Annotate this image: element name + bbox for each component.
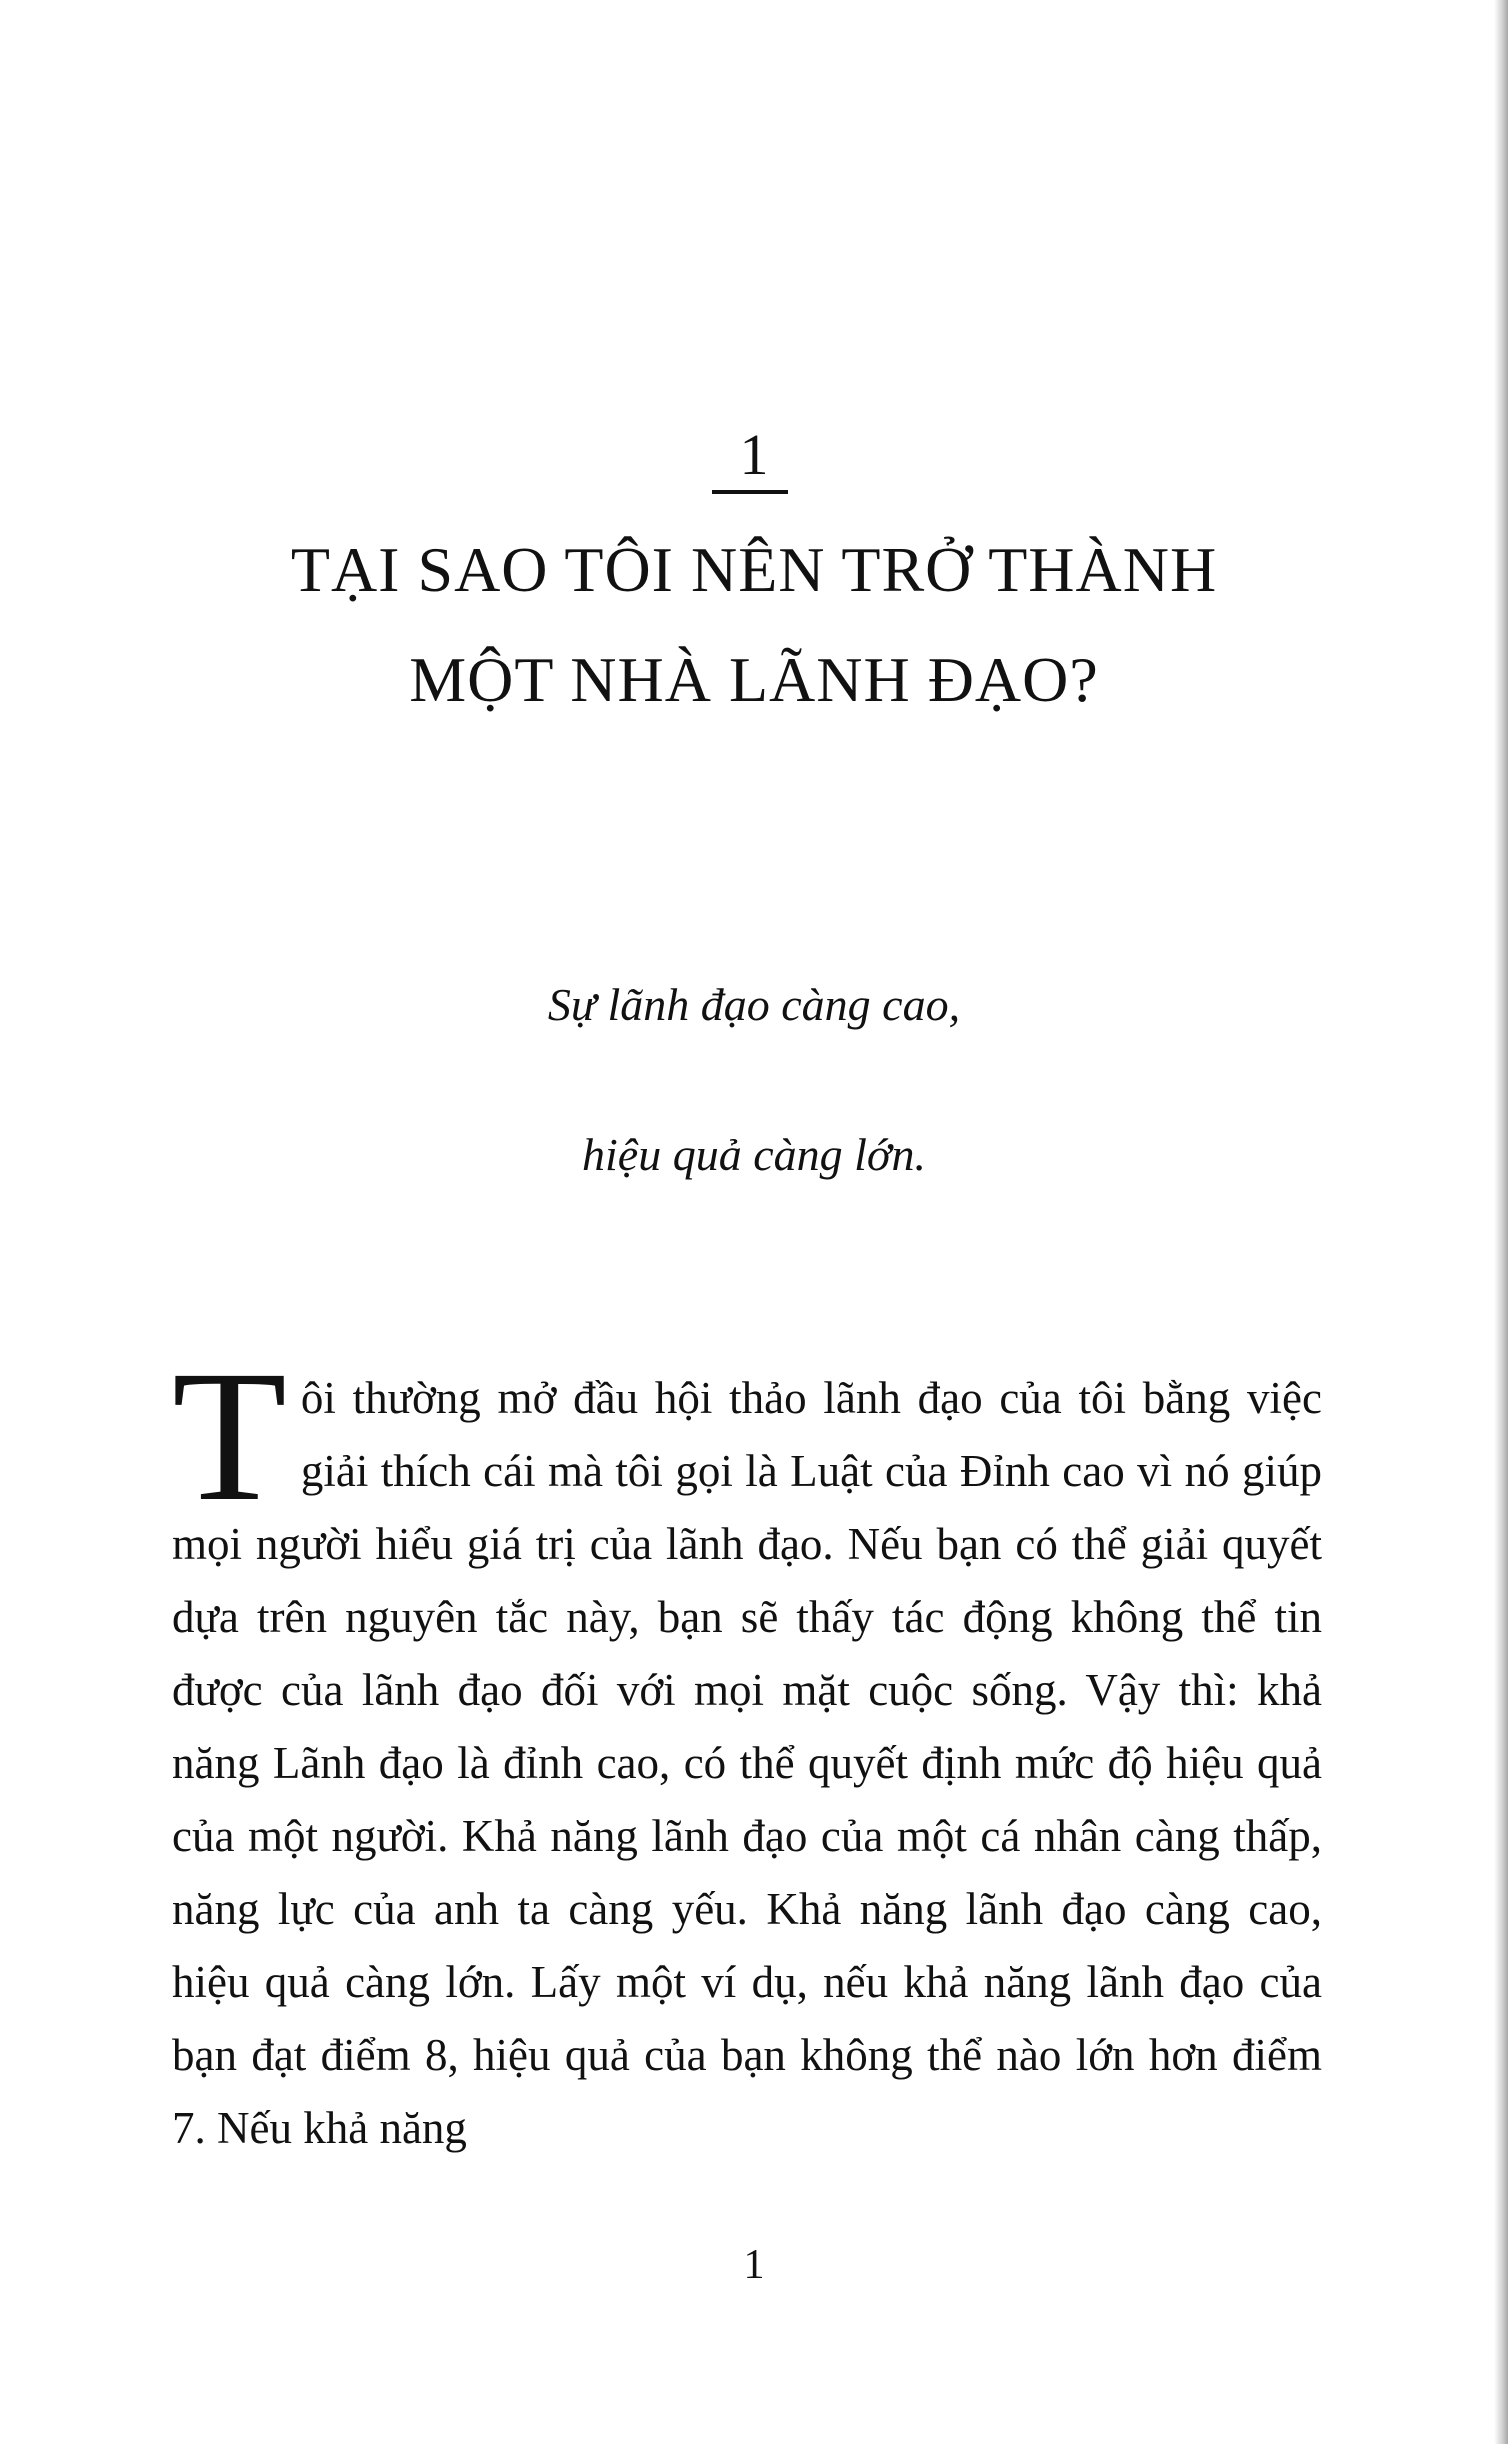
- epigraph-line-1: Sự lãnh đạo càng cao,: [547, 979, 961, 1030]
- chapter-number-underline: [712, 490, 788, 494]
- chapter-title: [0, 515, 1508, 735]
- epigraph-line-2: hiệu quả càng lớn.: [582, 1129, 926, 1180]
- chapter-title-line-1: TẠI SAO TÔI NÊN TRỞ THÀNH: [290, 534, 1218, 605]
- chapter-number: 1: [739, 422, 769, 487]
- drop-cap: T: [172, 1331, 287, 1540]
- epigraph: [0, 930, 1508, 1230]
- page-number: 1: [743, 2242, 765, 2288]
- body-paragraph-text: ôi thường mở đầu hội thảo lãnh đạo của tôi bằng việc giải thích cái mà tôi gọi là Luật của Đỉnh cao vì nó giúp mọi người hiểu giá trị của lãnh đạo. Nếu bạn có thể giải quyết dựa trên nguyên tắc này, bạn sẽ thấy tác động không thể tin được của lãnh đạo đối với mọi mặt cuộc sống. Vậy thì: khả năng Lãnh đạo là đỉnh cao, có thể quyết định mức độ hiệu quả của một người. Khả năng lãnh đạo của một cá nhân càng thấp, năng lực của anh ta càng yếu. Khả năng lãnh đạo càng cao, hiệu quả càng lớn. Lấy một ví dụ, nếu khả năng lãnh đạo của bạn đạt điểm 8, hiệu quả của bạn không thể nào lớn hơn điểm 7. Nếu khả năng: [172, 1373, 1322, 2153]
- chapter-title-line-2: MỘT NHÀ LÃNH ĐẠO?: [409, 644, 1099, 715]
- body-paragraph: [172, 1331, 1322, 2165]
